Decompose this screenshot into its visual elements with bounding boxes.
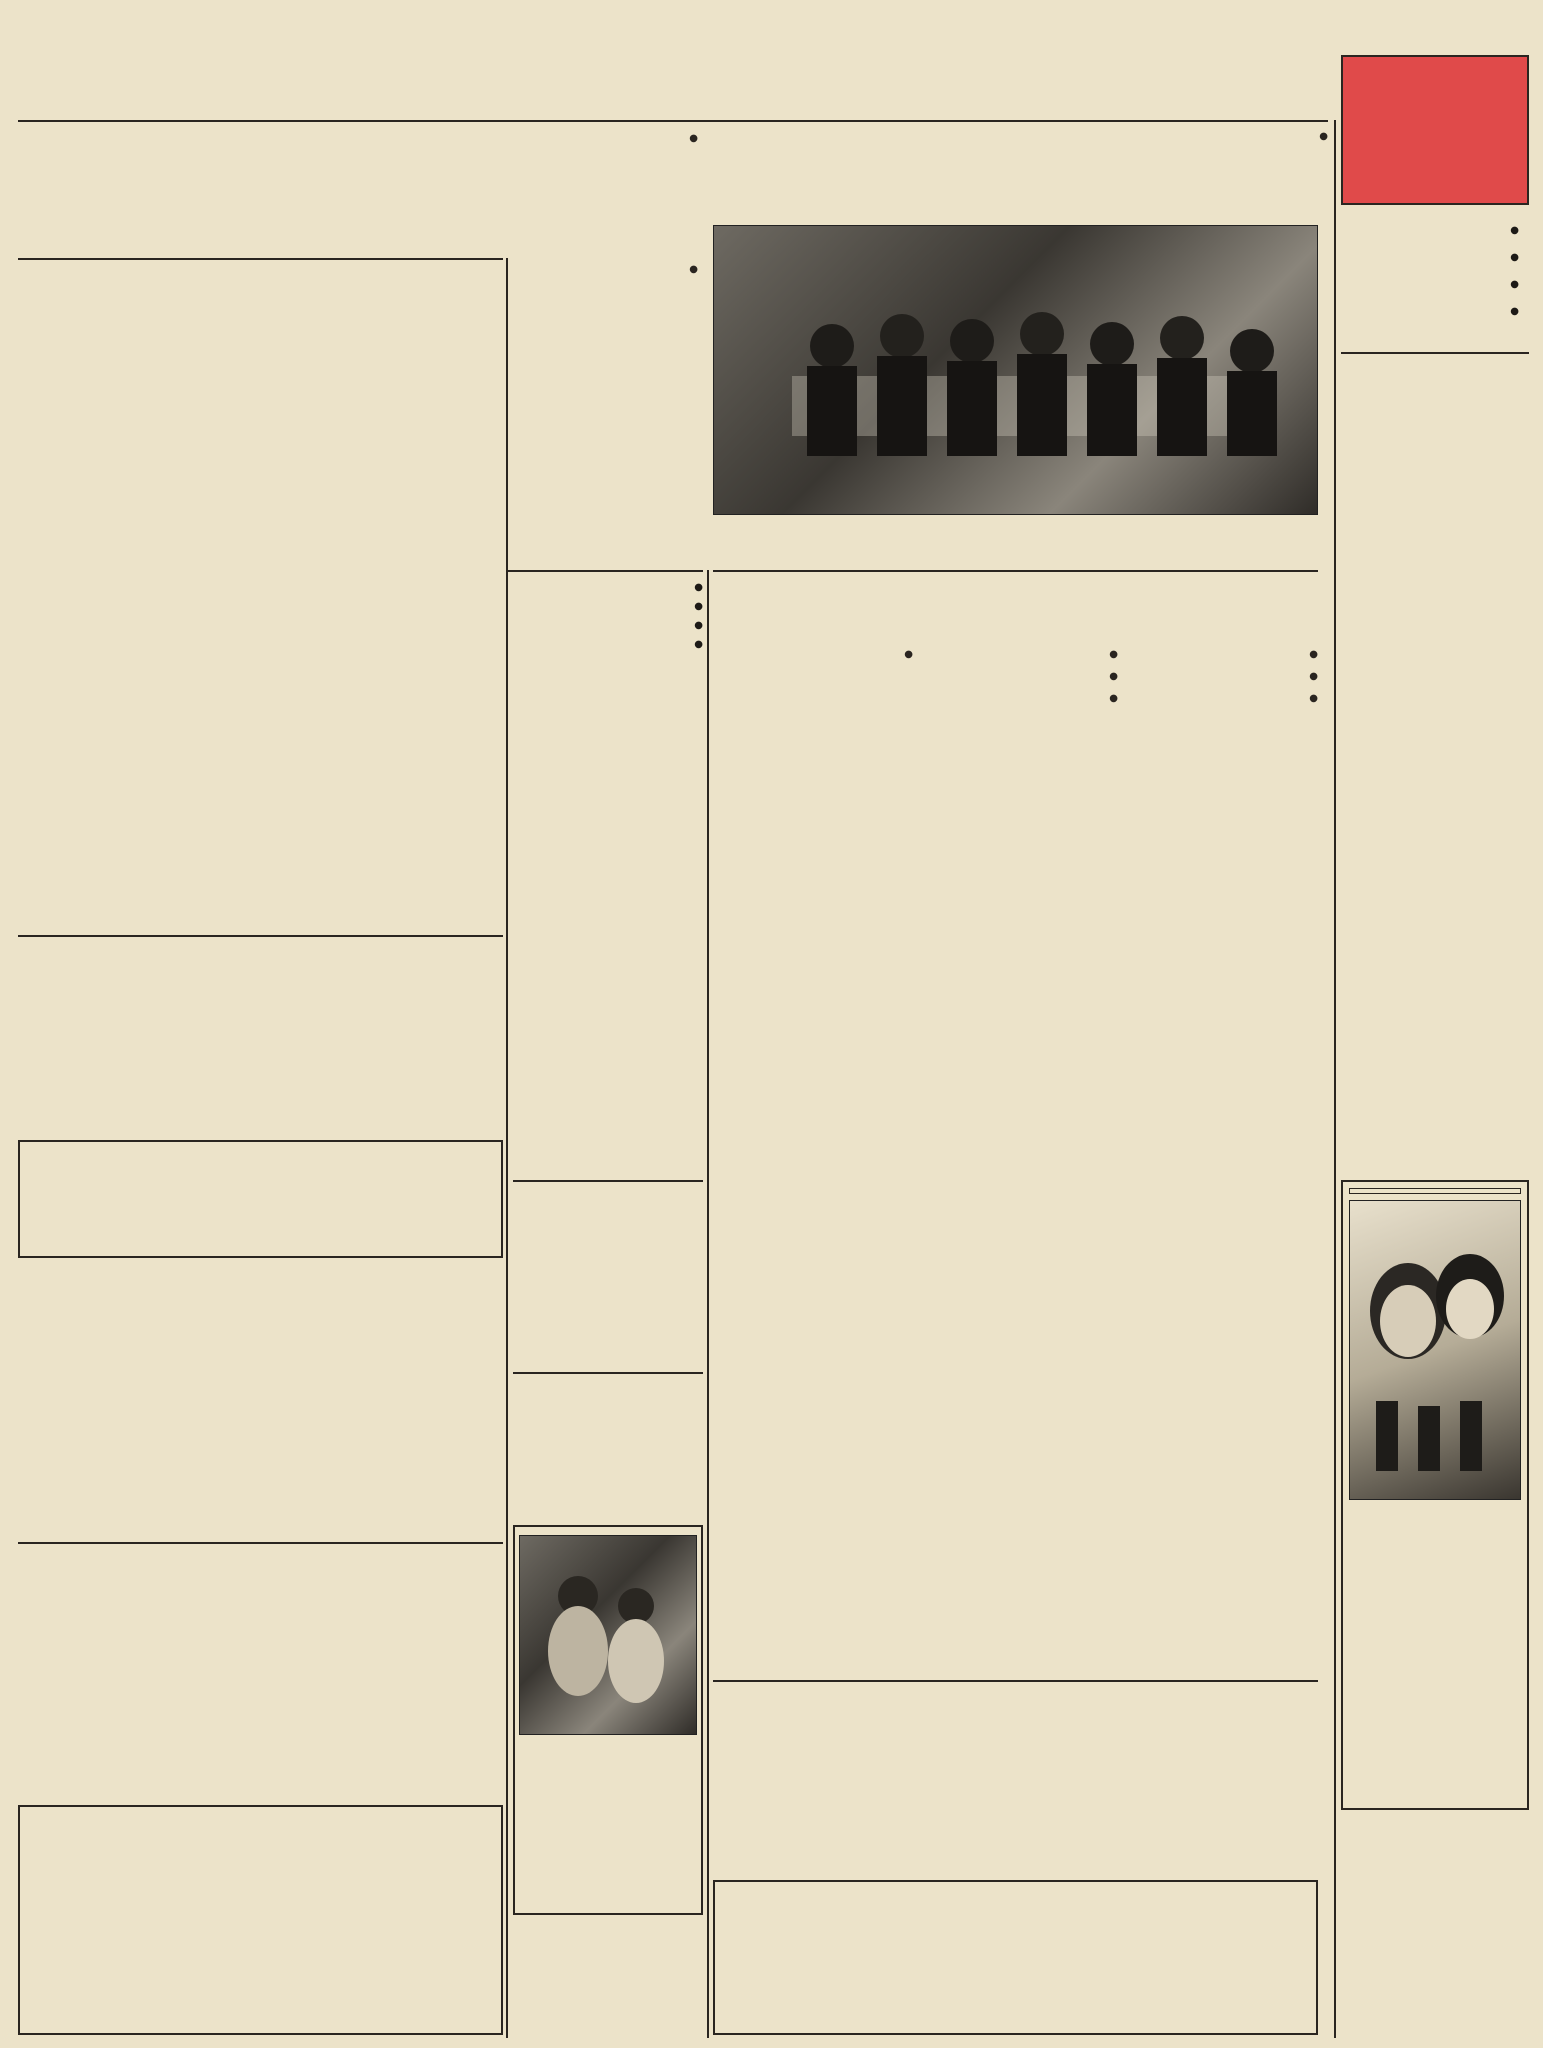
date-box <box>1341 210 1529 350</box>
col-rule-left <box>506 258 508 2038</box>
date-gregorian <box>1351 243 1519 270</box>
pm-sub2 <box>1123 667 1318 685</box>
main-headline <box>18 40 1328 118</box>
pm-sub5 <box>918 667 1118 685</box>
pm-sub6 <box>1123 689 1318 707</box>
volume-year <box>1351 297 1519 324</box>
miami-acts <box>18 1268 503 1291</box>
quake-rule <box>513 1180 703 1182</box>
col-rule-right <box>1334 120 1336 2038</box>
tax-col5 <box>18 125 308 255</box>
pm-sub7 <box>918 689 1118 707</box>
border-commission-photo <box>713 225 1318 515</box>
tax-col4 <box>313 125 503 255</box>
super-kakh-ad <box>1341 1900 1529 2035</box>
tax-col3 <box>508 125 698 255</box>
col-rule-mid <box>707 570 709 2038</box>
law-rule <box>18 1542 503 1544</box>
poster-art <box>519 1536 696 1735</box>
meeting-photo-art <box>713 226 1317 515</box>
retender-notice <box>713 1686 1318 1876</box>
rain-sub-gorgan <box>513 598 703 613</box>
cinema-poster <box>519 1535 697 1735</box>
photo-caption <box>713 518 1318 568</box>
tax-col2 <box>703 125 893 220</box>
law-school-notice <box>18 1548 503 1798</box>
pm-col3 <box>713 645 913 1675</box>
quake-article <box>513 1185 703 1370</box>
communists-col3 <box>18 370 183 930</box>
gift-notice <box>1341 1815 1529 1900</box>
communists-col2 <box>188 370 343 930</box>
cinema-ad <box>513 1525 703 1915</box>
rain-rule <box>508 570 703 572</box>
pm-col2 <box>918 645 1118 1675</box>
radio-poster-art <box>1349 1201 1520 1500</box>
notice-article <box>513 1378 703 1518</box>
radio-city-frame <box>1341 1180 1529 1810</box>
retender-rule <box>713 1680 1318 1682</box>
issue-number <box>1351 270 1519 297</box>
tax-lead-body <box>898 125 1098 220</box>
ceremony-notice <box>18 1805 503 2035</box>
pm-sub4 <box>713 645 913 663</box>
tax-sub-1 <box>508 129 698 147</box>
rain-sub-jiroft <box>513 636 703 651</box>
pm-sub1 <box>1123 645 1318 663</box>
radio-city-poster <box>1349 1200 1521 1500</box>
right-col-rule <box>1341 352 1529 354</box>
headline-rule <box>18 120 1328 122</box>
tax-lead <box>1103 125 1328 220</box>
condolence-notice <box>713 1880 1318 2035</box>
tender-notice <box>513 1920 703 2035</box>
notice-rule <box>513 1372 703 1374</box>
radio-city-header <box>1349 1188 1521 1194</box>
pm-col1 <box>1123 645 1318 1675</box>
construction-notice <box>18 940 503 1130</box>
shah-news <box>1341 358 1529 1178</box>
acoustic-ad <box>18 1140 503 1258</box>
rain-sub-mazandaran <box>513 579 703 594</box>
communists-top-rule <box>18 258 503 260</box>
pm-rule <box>713 570 1318 572</box>
rain-sub-dorud <box>513 617 703 632</box>
pm-sub3 <box>918 645 1118 663</box>
tax-lead-title <box>1103 125 1328 147</box>
tax-sub-2 <box>508 260 698 278</box>
tax-col6 <box>508 260 698 565</box>
rain-main <box>513 575 703 1175</box>
communists-col1 <box>348 370 503 930</box>
miami-ad <box>18 1268 503 1538</box>
masthead-logo-box <box>1341 55 1529 205</box>
date-persian <box>1351 216 1519 243</box>
construction-rule <box>18 935 503 937</box>
